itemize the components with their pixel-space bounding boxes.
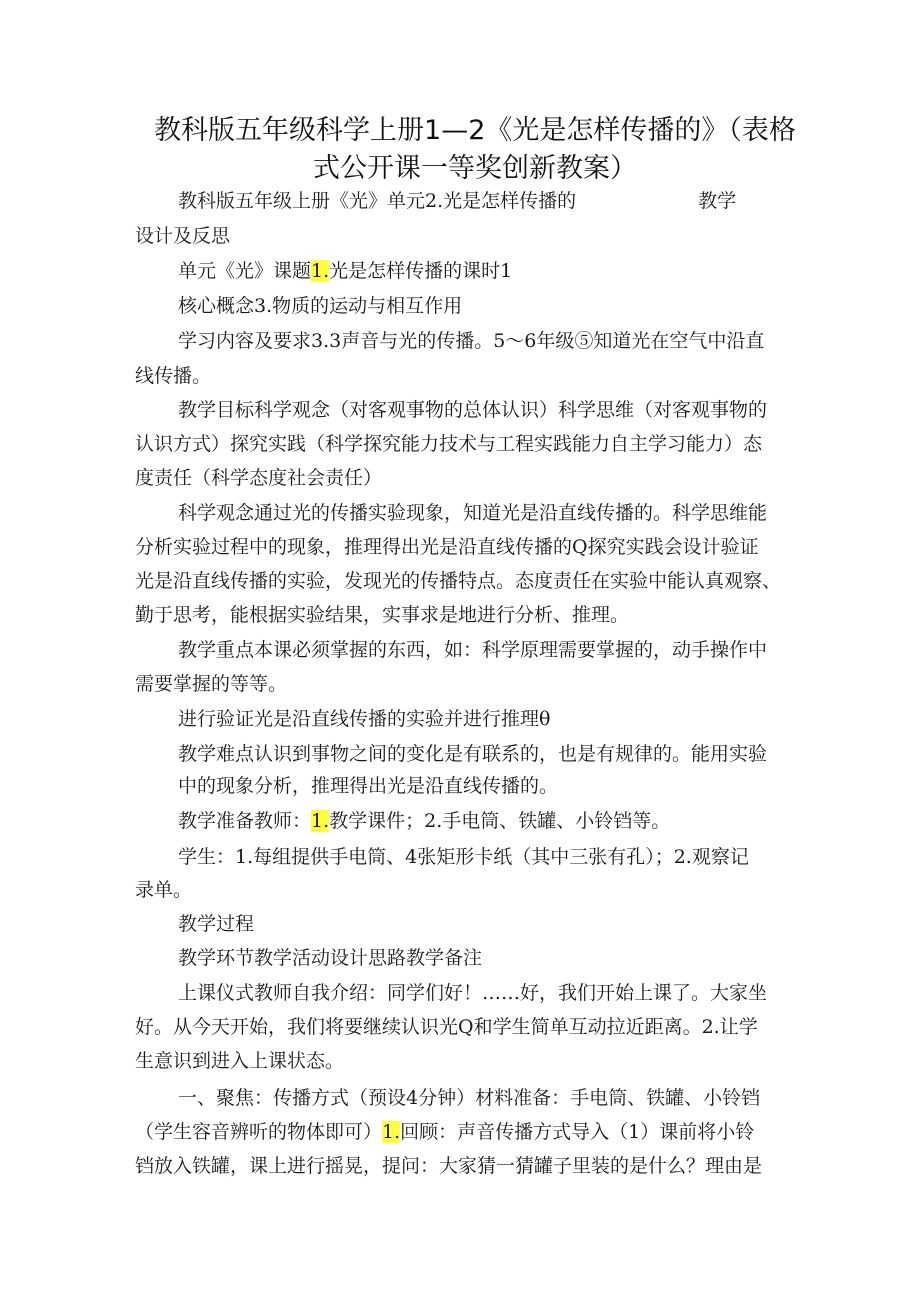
text-run: 度责任（科学态度社会责任） (135, 467, 383, 489)
paragraph-line (178, 188, 736, 214)
paragraph-line (178, 844, 749, 870)
text-run: 设计及反思 (135, 225, 231, 247)
paragraph-line (135, 431, 762, 457)
text-run: 教学难点认识到事物之间的变化是有联系的，也是有规律的。能用实验 (178, 743, 768, 765)
paragraph-line (135, 877, 192, 903)
paragraph-line (178, 706, 550, 732)
text-run: 教学环节教学活动设计思路教学备注 (178, 947, 483, 969)
text-run: 分析实验过程中的现象，推理得出光是沿直线传播的Q探究实践会设计验证 (135, 536, 759, 558)
text-run: 教科版五年级上册《光》单元2.光是怎样传播的 (178, 190, 577, 212)
text-run: 教学目标科学观念（对客观事物的总体认识）科学思维（对客观事物的 (178, 399, 768, 421)
text-run: 学习内容及要求3.3声音与光的传播。5～6年级⑤知道光在空气中沿直 (178, 330, 765, 352)
paragraph-line (135, 223, 230, 249)
text-run: 勤于思考，能根据实验结果，实事求是地进行分析、推理。 (135, 604, 630, 626)
paragraph-line (178, 980, 767, 1006)
text-run: 教学重点本课必须掌握的东西，如：科学原理需要掌握的，动手操作中 (178, 639, 768, 661)
text-run: 铛放入铁罐，课上进行摇晃，提问：大家猜一猜罐子里装的是什么？理由是 (135, 1155, 763, 1177)
paragraph-line (135, 534, 759, 560)
paragraph-line (135, 1014, 758, 1040)
text-run: 光是沿直线传播的实验，发现光的传播特点。态度责任在实验中能认真观察、 (135, 570, 782, 592)
paragraph-line (178, 328, 764, 354)
paragraph-line (178, 741, 767, 767)
paragraph-line (178, 1085, 760, 1111)
text-run: 教学过程 (178, 913, 255, 935)
paragraph-line (178, 911, 254, 937)
text-run: 进行验证光是沿直线传播的实验并进行推理θ (178, 708, 551, 730)
text-run: 单元《光》课题 (178, 260, 312, 282)
paragraph-line (178, 500, 767, 526)
paragraph-line (178, 397, 767, 423)
text-run: 一、聚焦：传播方式（预设4分钟）材料准备：手电筒、铁罐、小铃铛 (178, 1087, 761, 1109)
document-title (130, 112, 820, 188)
paragraph-line (135, 568, 781, 594)
text-run: 学生：1.每组提供手电筒、4张矩形卡纸（其中三张有孔）；2.观察记 (178, 846, 749, 868)
paragraph-line (135, 602, 629, 628)
text-run: 好。从今天开始，我们将要继续认识光Q和学生简单互动拉近距离。2.让学 (135, 1016, 758, 1038)
text-run: 上课仪式教师自我介绍：同学们好！……好，我们开始上课了。大家坐 (178, 982, 768, 1004)
text-run: 教学 (698, 190, 737, 212)
text-run: 认识方式）探究实践（科学探究能力技术与工程实践能力自主学习能力）态 (135, 433, 763, 455)
highlighted-number: 1. (311, 810, 330, 832)
text-run: 核心概念3.物质的运动与相互作用 (178, 295, 463, 317)
text-run: 科学观念通过光的传播实验现象，知道光是沿直线传播的。科学思维能 (178, 502, 768, 524)
text-run: 录单。 (135, 879, 193, 901)
text-run: 教学课件；2.手电筒、铁罐、小铃铛等。 (329, 810, 671, 832)
paragraph-line (135, 1048, 344, 1074)
text-run: 需要掌握的等等。 (135, 673, 288, 695)
paragraph-line (178, 637, 767, 663)
text-run: 教学准备教师： (178, 810, 312, 832)
paragraph-line (135, 465, 382, 491)
paragraph-line (178, 258, 512, 284)
text-run: 回顾：声音传播方式导入（1）课前将小铃 (400, 1121, 755, 1143)
highlighted-number: 1. (311, 260, 330, 282)
paragraph-line (135, 1153, 762, 1179)
text-run: 线传播。 (135, 365, 212, 387)
paragraph-line (135, 363, 211, 389)
title-line-2: 式公开课一等奖创新教案） (313, 153, 637, 184)
text-run: （学生容音辨听的物体即可） (135, 1121, 383, 1143)
paragraph-line (178, 808, 670, 834)
paragraph-line (135, 671, 287, 697)
text-run: 中的现象分析，推理得出光是沿直线传播的。 (178, 775, 559, 797)
text-run: 光是怎样传播的课时1 (329, 260, 513, 282)
paragraph-line (135, 1119, 754, 1145)
highlighted-number: 1. (382, 1121, 401, 1143)
paragraph-line (178, 945, 482, 971)
title-line-1: 教科版五年级科学上册1—2《光是怎样传播的》（表格 (154, 115, 796, 146)
paragraph-line (178, 293, 462, 319)
paragraph-line (178, 773, 558, 799)
text-run: 生意识到进入上课状态。 (135, 1050, 345, 1072)
